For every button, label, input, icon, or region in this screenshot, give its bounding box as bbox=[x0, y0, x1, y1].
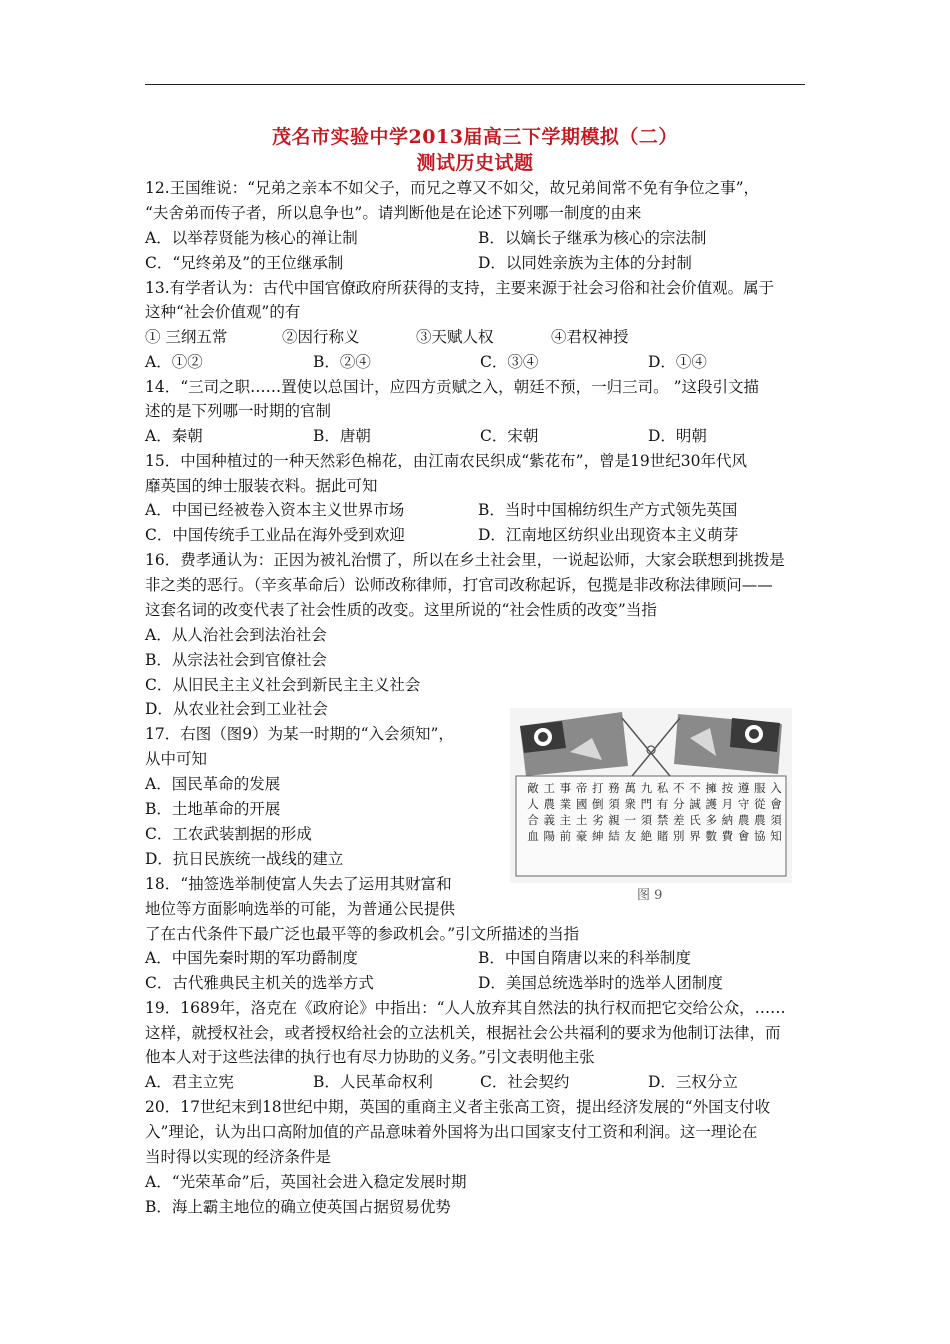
right-flag-icon bbox=[674, 714, 782, 774]
figure-glyph: 陽 bbox=[543, 829, 555, 843]
figure-glyph: 會 bbox=[770, 797, 782, 811]
figure-glyph: 農 bbox=[754, 813, 766, 827]
figure-glyph: 須 bbox=[608, 797, 620, 811]
figure-9-flags-illustration bbox=[510, 708, 792, 883]
figure-glyph: 守 bbox=[737, 797, 750, 811]
figure-glyph: 親 bbox=[608, 813, 620, 827]
q13-option-d: D．①④ bbox=[648, 353, 707, 371]
q14-option-a: A．秦朝 bbox=[145, 427, 203, 445]
q20-option-a: A．“光荣革命”后，英国社会进入稳定发展时期 bbox=[145, 1173, 467, 1191]
figure-glyph: 敵 bbox=[527, 781, 539, 795]
q13-item-2: ②因行称义 bbox=[282, 328, 360, 346]
q13-item-4: ④君权神授 bbox=[551, 328, 629, 346]
figure-glyph: 農 bbox=[543, 797, 555, 811]
q17-option-d: D．抗日民族统一战线的建立 bbox=[145, 850, 344, 868]
q19-stem-2: 这样，就授权社会，或者授权给社会的立法机关，根据社会公共福利的要求为他制订法律，而 bbox=[145, 1024, 781, 1042]
figure-glyph: 劣 bbox=[592, 813, 604, 827]
q16-option-c: C．从旧民主主义社会到新民主主义社会 bbox=[145, 676, 421, 694]
figure-glyph: 須 bbox=[770, 813, 782, 827]
figure-glyph: 農 bbox=[737, 813, 750, 827]
figure-glyph: 工 bbox=[543, 781, 555, 795]
q16-stem-2: 非之类的恶行。（辛亥革命后）讼师改称律师，打官司改称起诉，包揽是非改称法律顾问—— bbox=[145, 576, 773, 594]
figure-glyph: 倒 bbox=[592, 797, 604, 811]
figure-glyph: 打 bbox=[592, 781, 604, 795]
q12-stem-2: “夫舍弟而传子者，所以息争也”。请判断他是在论述下列哪一制度的由来 bbox=[145, 204, 642, 222]
q20-option-b: B．海上霸主地位的确立使英国占据贸易优势 bbox=[145, 1198, 451, 1216]
q13-option-c: C．③④ bbox=[480, 353, 539, 371]
q17-option-c: C．工农武装割据的形成 bbox=[145, 825, 312, 843]
figure-glyph: 事 bbox=[559, 781, 572, 795]
q15-option-d: D．江南地区纺织业出现资本主义萌芽 bbox=[478, 526, 739, 544]
q20-stem-3: 当时得以实现的经济条件是 bbox=[145, 1148, 332, 1166]
exam-title: 茂名市实验中学2013届高三下学期模拟（二） bbox=[272, 126, 678, 148]
figure-glyph: 別 bbox=[673, 829, 685, 843]
q17-option-b: B．土地革命的开展 bbox=[145, 800, 281, 818]
figure-glyph: 知 bbox=[770, 829, 782, 843]
figure-glyph: 國 bbox=[575, 797, 588, 811]
figure-glyph: 氏 bbox=[689, 813, 701, 827]
q17-stem-1: 17．右图（图9）为某一时期的“入会须知”， bbox=[145, 725, 454, 743]
q20-stem-1: 20．17世纪末到18世纪中期，英国的重商主义者主张高工资，提出经济发展的“外国支付收 bbox=[145, 1098, 771, 1116]
figure-glyph: 差 bbox=[673, 813, 685, 827]
q19-stem-1: 19．1689年，洛克在《政府论》中指出：“人人放弃其自然法的执行权而把它交给公众，…… bbox=[145, 999, 786, 1017]
q14-stem-1: 14．“三司之职……置使以总国计，应四方贡赋之入，朝廷不预，一归三司。 ”这段引文描 bbox=[145, 378, 760, 396]
q18-stem-2: 地位等方面影响选举的可能，为普通公民提供 bbox=[145, 900, 456, 918]
q15-stem-2: 靡英国的绅士服装衣料。据此可知 bbox=[145, 477, 378, 495]
figure-glyph: 友 bbox=[624, 829, 636, 843]
q14-option-b: B．唐朝 bbox=[313, 427, 371, 445]
figure-glyph: 合 bbox=[527, 813, 539, 827]
q13-option-b: B．②④ bbox=[313, 353, 371, 371]
figure-glyph: 私 bbox=[656, 781, 669, 795]
figure-glyph: 義 bbox=[543, 813, 555, 827]
q18-stem-3: 了在古代条件下最广泛也最平等的参政机会。”引文所描述的当指 bbox=[145, 925, 580, 943]
figure-glyph: 從 bbox=[754, 797, 766, 811]
figure-9-membership-notice bbox=[510, 708, 792, 883]
figure-glyph: 禁 bbox=[656, 813, 669, 827]
q15-option-c: C．中国传统手工业品在海外受到欢迎 bbox=[145, 526, 405, 544]
figure-glyph: 護 bbox=[705, 797, 717, 811]
figure-glyph: 服 bbox=[754, 781, 766, 795]
figure-glyph: 九 bbox=[640, 781, 653, 795]
figure-glyph: 費 bbox=[721, 829, 734, 843]
figure-glyph: 遵 bbox=[737, 781, 750, 795]
figure-glyph: 擁 bbox=[705, 781, 717, 795]
q12-stem-1: 12.王国维说：“兄弟之亲本不如父子，而兄之尊又不如父，故兄弟间常不免有争位之事”， bbox=[145, 179, 760, 197]
exam-subtitle: 测试历史试题 bbox=[416, 152, 534, 174]
q13-option-a: A．①② bbox=[145, 353, 203, 371]
figure-glyph: 豪 bbox=[575, 829, 588, 843]
figure-glyph: 結 bbox=[608, 829, 620, 843]
q18-option-d: D．美国总统选举时的选举人团制度 bbox=[478, 974, 723, 992]
figure-glyph: 按 bbox=[721, 781, 734, 795]
q13-stem-1: 13.有学者认为：古代中国官僚政府所获得的支持，主要来源于社会习俗和社会价值观。属于 bbox=[145, 279, 775, 297]
q13-stem-2: 这种“社会价值观”的有 bbox=[145, 303, 301, 321]
q12-option-a: A．以举荐贤能为核心的禅让制 bbox=[145, 229, 358, 247]
figure-glyph: 誠 bbox=[689, 797, 701, 811]
figure-glyph: 土 bbox=[575, 813, 588, 827]
q18-stem-1: 18．“抽签选举制使富人失去了运用其财富和 bbox=[145, 875, 452, 893]
figure-glyph: 門 bbox=[640, 797, 653, 811]
q20-stem-2: 入”理论，认为出口高附加值的产品意味着外国将为出口国家支付工资和利润。这一理论在 bbox=[145, 1123, 758, 1141]
header-rule bbox=[145, 84, 805, 85]
q18-option-a: A．中国先秦时期的军功爵制度 bbox=[145, 949, 358, 967]
q19-option-b: B．人民革命权利 bbox=[313, 1073, 433, 1091]
figure-glyph: 數 bbox=[705, 829, 717, 843]
q15-option-b: B．当时中国棉纺织生产方式领先英国 bbox=[478, 501, 738, 519]
figure-glyph: 會 bbox=[737, 829, 750, 843]
q19-stem-3: 他本人对于这些法律的执行也有尽力协助的义务。”引文表明他主张 bbox=[145, 1048, 595, 1066]
figure-glyph: 務 bbox=[608, 781, 620, 795]
q18-option-c: C．古代雅典民主机关的选举方式 bbox=[145, 974, 374, 992]
figure-9-caption: 图 9 bbox=[637, 888, 663, 903]
figure-glyph: 血 bbox=[527, 829, 539, 843]
q12-option-b: B．以嫡长子继承为核心的宗法制 bbox=[478, 229, 707, 247]
figure-glyph: 帝 bbox=[575, 781, 588, 795]
figure-glyph: 月 bbox=[721, 797, 734, 811]
figure-glyph: 界 bbox=[689, 829, 701, 843]
figure-glyph: 一 bbox=[624, 813, 636, 827]
q16-stem-3: 这套名词的改变代表了社会性质的改变。这里所说的“社会性质的改变”当指 bbox=[145, 601, 657, 619]
q12-option-c: C．“兄终弟及”的王位继承制 bbox=[145, 254, 344, 272]
figure-glyph: 前 bbox=[559, 829, 572, 843]
q16-option-a: A．从人治社会到法治社会 bbox=[145, 626, 327, 644]
figure-glyph: 主 bbox=[559, 813, 572, 827]
q13-item-1: ① 三纲五常 bbox=[145, 328, 228, 346]
figure-glyph: 絶 bbox=[640, 829, 653, 843]
figure-glyph: 不 bbox=[689, 781, 701, 795]
q17-option-a: A．国民革命的发展 bbox=[145, 775, 281, 793]
q15-stem-1: 15．中国种植过的一种天然彩色棉花，由江南农民织成“紫花布”，曾是19世纪30年代风 bbox=[145, 452, 748, 470]
q13-item-3: ③天赋人权 bbox=[416, 328, 494, 346]
figure-glyph: 業 bbox=[559, 797, 572, 811]
q19-option-d: D．三权分立 bbox=[648, 1073, 738, 1091]
q18-option-b: B．中国自隋唐以来的科举制度 bbox=[478, 949, 691, 967]
figure-glyph: 多 bbox=[705, 813, 717, 827]
q19-option-c: C．社会契约 bbox=[480, 1073, 570, 1091]
q17-stem-2: 从中可知 bbox=[145, 750, 208, 768]
q16-stem-1: 16．费孝通认为：正因为被礼治惯了，所以在乡土社会里，一说起讼师，大家会联想到挑拨是 bbox=[145, 551, 785, 569]
figure-glyph: 紳 bbox=[592, 829, 604, 843]
q16-option-b: B．从宗法社会到官僚社会 bbox=[145, 651, 327, 669]
figure-glyph: 衆 bbox=[624, 797, 636, 811]
figure-glyph: 分 bbox=[673, 797, 685, 811]
q14-stem-2: 述的是下列哪一时期的官制 bbox=[145, 402, 332, 420]
figure-glyph: 不 bbox=[673, 781, 685, 795]
figure-glyph: 賭 bbox=[656, 829, 669, 843]
q14-option-c: C．宋朝 bbox=[480, 427, 539, 445]
figure-glyph: 萬 bbox=[624, 781, 636, 795]
q14-option-d: D．明朝 bbox=[648, 427, 707, 445]
figure-glyph: 入 bbox=[770, 781, 782, 795]
q12-option-d: D．以同姓亲族为主体的分封制 bbox=[478, 254, 692, 272]
figure-glyph: 納 bbox=[721, 813, 734, 827]
q15-option-a: A．中国已经被卷入资本主义世界市场 bbox=[145, 501, 405, 519]
figure-glyph: 人 bbox=[527, 797, 539, 811]
q19-option-a: A．君主立宪 bbox=[145, 1073, 234, 1091]
q16-option-d: D．从农业社会到工业社会 bbox=[145, 700, 328, 718]
figure-glyph: 須 bbox=[640, 813, 653, 827]
figure-glyph: 有 bbox=[656, 797, 669, 811]
figure-glyph: 協 bbox=[754, 829, 766, 843]
